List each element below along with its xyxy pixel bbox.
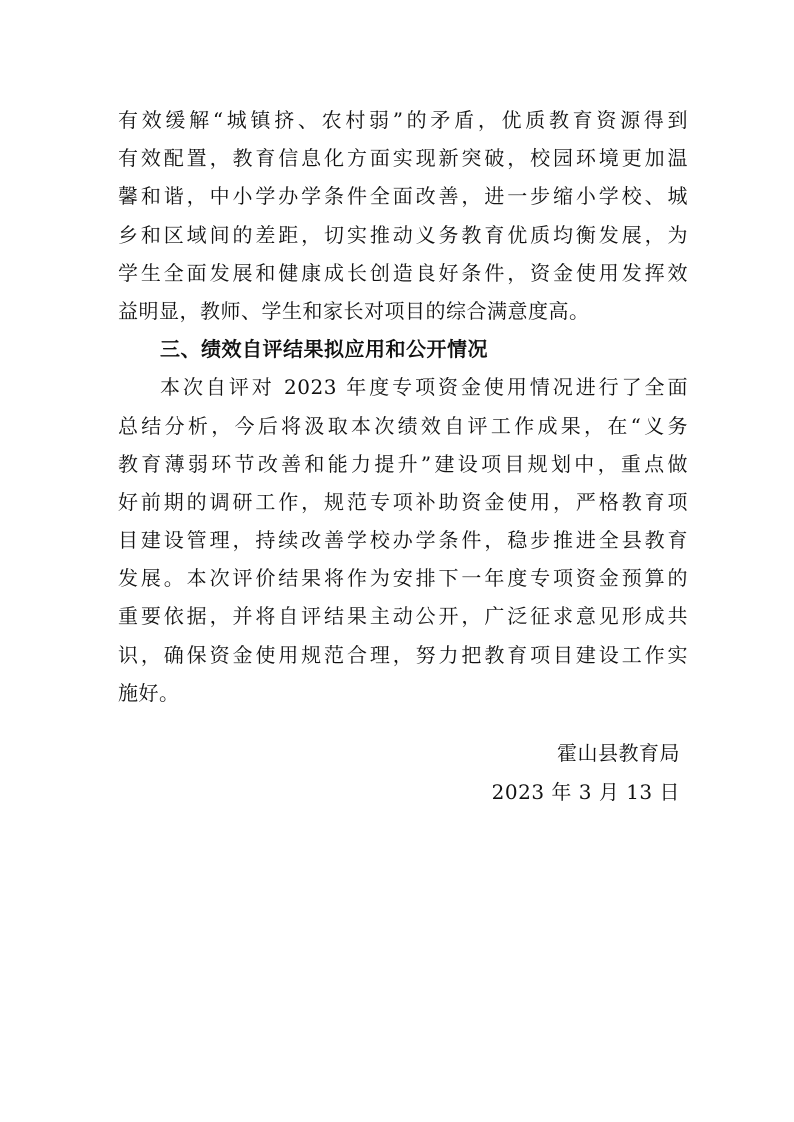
- paragraph-1-line-4: 乡和区域间的差距，切实推动义务教育优质均衡发展，为: [118, 222, 688, 247]
- paragraph-2-line-1: 本次自评对 2023 年度专项资金使用情况进行了全面: [160, 375, 688, 400]
- paragraph-2-line-6: 发展。本次评价结果将作为安排下一年度专项资金预算的: [118, 566, 688, 591]
- signature-organization: 霍山县教育局: [557, 741, 680, 765]
- section-3-heading: 三、绩效自评结果拟应用和公开情况: [160, 337, 488, 362]
- paragraph-1-line-5: 学生全面发展和健康成长创造良好条件，资金使用发挥效: [118, 260, 688, 285]
- paragraph-2-line-2: 总结分析，今后将汲取本次绩效自评工作成果，在“义务: [118, 413, 688, 438]
- paragraph-2-line-8: 识，确保资金使用规范合理，努力把教育项目建设工作实: [118, 642, 688, 667]
- paragraph-1-line-3: 馨和谐，中小学办学条件全面改善，进一步缩小学校、城: [118, 184, 688, 209]
- paragraph-2-line-3: 教育薄弱环节改善和能力提升”建设项目规划中，重点做: [118, 451, 688, 476]
- document-body: [118, 101, 688, 712]
- paragraph-1-line-6: 益明显，教师、学生和家长对项目的综合满意度高。: [118, 298, 590, 323]
- paragraph-2-line-4: 好前期的调研工作，规范专项补助资金使用，严格教育项: [118, 489, 688, 514]
- paragraph-2-line-7: 重要依据，并将自评结果主动公开，广泛征求意见形成共: [118, 604, 688, 629]
- paragraph-2-line-5: 目建设管理，持续改善学校办学条件，稳步推进全县教育: [118, 528, 688, 553]
- paragraph-2-line-9: 施好。: [118, 680, 180, 705]
- signature-date: 2023 年 3 月 13 日: [491, 780, 680, 804]
- paragraph-1-line-1: 有效缓解“城镇挤、农村弱”的矛盾，优质教育资源得到: [118, 108, 688, 132]
- paragraph-1-line-2: 有效配置，教育信息化方面实现新突破，校园环境更加温: [118, 146, 688, 171]
